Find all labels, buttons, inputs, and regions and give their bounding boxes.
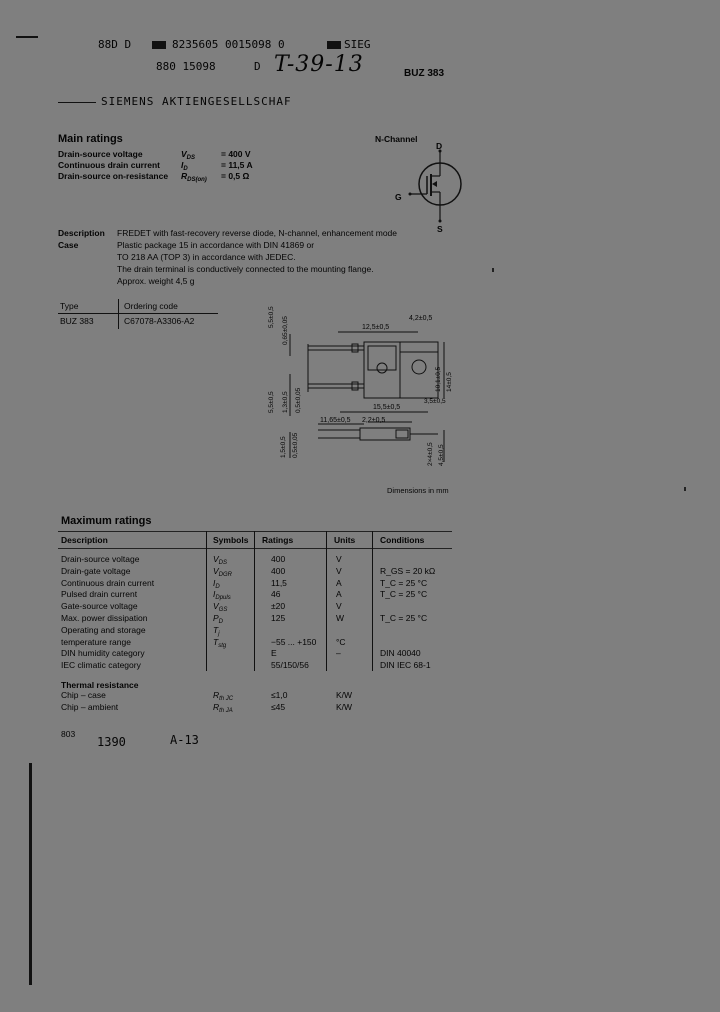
symbol-letter: V: [213, 601, 219, 612]
dim-label: 12,5±0,5: [362, 324, 390, 331]
cell-rating: ±20: [271, 601, 286, 612]
table-row: [61, 660, 461, 672]
ordering-divider: [118, 299, 119, 329]
symbol-subscript: stg: [218, 642, 227, 649]
cell-unit: –: [336, 648, 341, 659]
thermal-title: Thermal resistance: [61, 680, 139, 690]
description-label: Description: [58, 228, 105, 238]
cell-condition: T_C = 25 °C: [380, 589, 428, 600]
cell-description: Drain-gate voltage: [61, 565, 131, 576]
cell-unit: V: [336, 565, 342, 576]
table-row: [61, 613, 461, 625]
cell-rating: 55/150/56: [271, 660, 309, 671]
cell-condition: R_GS = 20 kΩ: [380, 565, 436, 576]
table-top-rule: [58, 531, 452, 532]
main-rating-symbol: $V_{DS}$: [181, 149, 196, 161]
page-number: 803: [61, 729, 76, 739]
cell-symbol: [213, 578, 220, 590]
cell-rating: 11,5: [271, 577, 287, 588]
cell-symbol: [213, 589, 231, 601]
cell-description: Pulsed drain current: [61, 589, 138, 600]
symbol-subscript: D: [218, 619, 224, 625]
cell-symbol: [213, 690, 233, 702]
cell-symbol: [213, 637, 226, 649]
cell-description: DIN humidity category: [61, 648, 145, 659]
handwritten-code: T-39-13: [274, 52, 364, 77]
scan-speck: [492, 268, 494, 272]
header-sieg: SIEG: [344, 38, 371, 51]
main-rating-symbol: $I_D$: [181, 160, 188, 172]
dim-label: 4,5±0,5: [438, 444, 445, 466]
ordering-code-header: Ordering code: [124, 301, 178, 311]
symbol-letter: I: [213, 589, 216, 600]
cell-description: temperature range: [61, 636, 131, 647]
header-units: Units: [334, 535, 356, 545]
cell-symbol: [213, 566, 232, 578]
table-row: [61, 601, 461, 613]
symbol-subscript: Dpuls: [215, 595, 231, 602]
footer-code2: A-13: [170, 733, 199, 747]
symbol-subscript: th JC: [219, 696, 234, 702]
dimensions-caption: Dimensions in mm: [387, 486, 449, 495]
dim-label: 2,2±0,5: [362, 417, 386, 424]
cell-symbol: [213, 554, 227, 566]
cell-symbol: [213, 702, 233, 714]
cell-rating: ≤45: [271, 701, 286, 712]
cell-unit: K/W: [336, 701, 353, 712]
cell-description: Operating and storage: [61, 624, 146, 635]
main-rating-label: Continuous drain current: [58, 160, 160, 170]
cell-unit: K/W: [336, 690, 353, 700]
cell-rating: 400: [271, 565, 286, 576]
table-row: [61, 637, 461, 649]
table-row: [61, 554, 461, 566]
dim-label: 0,5±0,05: [292, 432, 299, 458]
table-row: [61, 702, 461, 714]
dim-label: 0,5±0,05: [295, 387, 302, 413]
cell-description: Max. power dissipation: [61, 613, 148, 623]
scan-speck: [684, 487, 686, 491]
cell-unit: V: [336, 554, 342, 564]
header-description: Description: [61, 535, 108, 545]
cell-symbol: [213, 601, 227, 613]
main-rating-value: = 400 V: [221, 149, 251, 159]
table-row: [61, 648, 461, 660]
cell-symbol: [213, 613, 223, 625]
cell-rating: E: [271, 648, 277, 659]
ordering-rule: [58, 313, 218, 314]
cell-unit: °C: [336, 636, 346, 647]
dim-label: 2×4±0,5: [427, 442, 434, 466]
dim-label: 4,2±0,5: [409, 315, 433, 322]
footer-code1: 1390: [97, 735, 126, 749]
cell-unit: A: [336, 589, 342, 600]
cell-rating: 400: [271, 554, 286, 564]
main-rating-label: Drain-source on-resistance: [58, 171, 169, 181]
symbol-subscript: D: [215, 583, 220, 590]
cell-unit: W: [336, 613, 345, 623]
cell-condition: T_C = 25 °C: [380, 577, 428, 588]
case-line: Plastic package 15 in accordance with DIN 41869 or: [117, 240, 315, 250]
main-rating-label: Drain-source voltage: [58, 149, 143, 159]
header-ratings: Ratings: [262, 535, 294, 545]
ordering-code: C67078-A3306-A2: [124, 316, 195, 326]
cell-condition: T_C = 25 °C: [380, 613, 428, 623]
symbol-subscript: j: [218, 630, 220, 637]
gate-label: G: [395, 192, 402, 202]
symbol-letter: P: [213, 613, 219, 623]
case-label: Case: [58, 240, 79, 250]
source-label: S: [437, 224, 443, 234]
header-line2: 880 15098: [156, 60, 216, 73]
part-number: BUZ 383: [404, 68, 445, 79]
cell-rating: 125: [271, 613, 286, 623]
main-rating-symbol: $R_{DS(on)}$: [181, 171, 207, 183]
main-rating-value: = 0,5 Ω: [221, 171, 250, 181]
cell-description: Chip – ambient: [61, 701, 119, 712]
case-line: TO 218 AA (TOP 3) in accordance with JEDEC.: [117, 252, 296, 262]
symbol-letter: R: [213, 701, 220, 712]
cell-unit: V: [336, 601, 342, 612]
table-header-rule: [58, 548, 452, 549]
header-symbols: Symbols: [213, 535, 249, 545]
case-line: Approx. weight 4,5 g: [117, 276, 195, 286]
symbol-letter: T: [213, 624, 219, 635]
cell-condition: DIN 40040: [380, 648, 421, 659]
header-rule: [58, 102, 96, 103]
table-row: [61, 690, 461, 702]
cell-rating: 46: [271, 589, 281, 600]
cell-symbol: [213, 625, 220, 637]
table-row: [61, 566, 461, 578]
company-name: SIEMENS AKTIENGESELLSCHAF: [101, 95, 292, 108]
scan-margin-mark: [29, 763, 32, 985]
symbol-subscript: GS: [218, 607, 228, 614]
cell-description: Chip – case: [61, 690, 106, 700]
header-codes: 8235605 0015098 0: [172, 38, 285, 51]
cell-description: Continuous drain current: [61, 577, 155, 588]
dim-label: 1,3±0,5: [282, 391, 289, 413]
dim-label: 15,5±0,5: [373, 404, 401, 411]
cell-rating: ≤1,0: [271, 690, 288, 700]
symbol-letter: V: [213, 565, 219, 576]
header-d: D: [254, 60, 261, 73]
ordering-type: BUZ 383: [60, 316, 94, 326]
n-channel-label: N-Channel: [375, 134, 418, 144]
description-text: FREDET with fast-recovery reverse diode, N-channel, enhancement mode: [117, 228, 397, 238]
cell-description: IEC climatic category: [61, 660, 141, 671]
dim-label: 5,5±0,5: [268, 306, 275, 328]
black-block: [152, 41, 166, 49]
corner-mark: [16, 28, 38, 38]
symbol-letter: V: [213, 554, 219, 564]
drain-label: D: [436, 141, 443, 151]
symbol-letter: R: [213, 690, 220, 700]
main-ratings-title: Main ratings: [58, 133, 123, 145]
black-block: [327, 41, 341, 49]
symbol-letter: T: [213, 636, 219, 647]
table-row: [61, 589, 461, 601]
symbol-letter: I: [213, 577, 216, 588]
cell-rating: −55 ... +150: [271, 636, 317, 647]
dim-label: 3,5±0,5: [424, 398, 446, 405]
dim-label: 10,1±0,5: [435, 366, 442, 392]
table-row: [61, 625, 461, 637]
dim-label: 14±0,5: [446, 372, 453, 392]
case-line: The drain terminal is conductively connected to the mounting flange.: [117, 264, 374, 274]
max-ratings-title: Maximum ratings: [61, 515, 152, 527]
dim-label: 11,65±0,5: [320, 417, 351, 424]
symbol-subscript: DGR: [218, 571, 233, 578]
header-line1: 88D D: [98, 38, 132, 51]
cell-condition: DIN IEC 68-1: [380, 660, 431, 671]
cell-description: Drain-source voltage: [61, 554, 140, 564]
symbol-subscript: DS: [218, 560, 228, 566]
table-header-row: [61, 535, 461, 547]
header-conditions: Conditions: [380, 535, 425, 545]
main-rating-value: = 11,5 A: [221, 160, 253, 170]
cell-unit: A: [336, 577, 342, 588]
dim-label: 1,5±0,5: [280, 436, 287, 458]
cell-description: Gate-source voltage: [61, 601, 138, 612]
symbol-subscript: th JA: [219, 707, 233, 714]
dim-label: 0,65±0,05: [282, 316, 289, 345]
table-row: [61, 578, 461, 590]
mosfet-symbol: [405, 146, 489, 236]
type-header: Type: [60, 301, 79, 311]
dim-label: 5,5±0,5: [268, 391, 275, 413]
